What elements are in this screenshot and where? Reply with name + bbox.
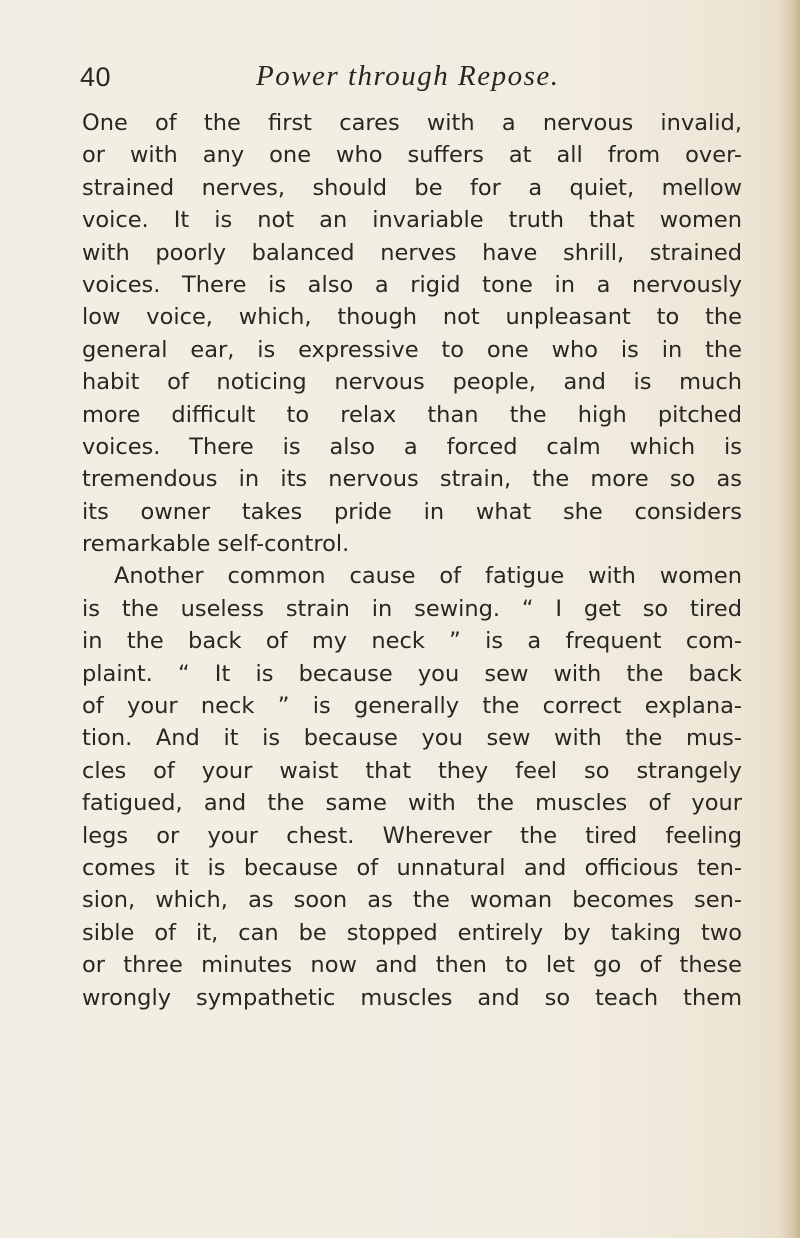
- body-text: [82, 107, 742, 1014]
- text-line: sion, which, as soon as the woman becomes sen-: [82, 887, 742, 914]
- text-line: its owner takes pride in what she considers: [82, 498, 742, 525]
- text-line: is the useless strain in sewing. “ I get so tired: [82, 595, 742, 622]
- text-line: tremendous in its nervous strain, the more so as: [82, 466, 742, 493]
- text-line: low voice, which, though not unpleasant to the: [82, 304, 742, 331]
- text-line: more difficult to relax than the high pitched: [82, 401, 742, 428]
- text-line: tion. And it is because you sew with the mus-: [82, 725, 742, 752]
- running-head: [80, 62, 740, 102]
- page-edge-shadow: [778, 0, 800, 1238]
- text-line: plaint. “ It is because you sew with the back: [82, 660, 742, 687]
- text-line: cles of your waist that they feel so strangely: [82, 757, 742, 784]
- text-line: comes it is because of unnatural and officious ten-: [82, 854, 742, 881]
- text-line: voice. It is not an invariable truth that women: [82, 207, 742, 234]
- text-line: or with any one who suffers at all from over-: [82, 142, 742, 169]
- text-line: remarkable self-control.: [82, 531, 350, 558]
- text-line: general ear, is expressive to one who is in the: [82, 336, 742, 363]
- text-line: wrongly sympathetic muscles and so teach them: [82, 984, 742, 1011]
- text-line: in the back of my neck ” is a frequent com-: [82, 628, 742, 655]
- text-line: fatigued, and the same with the muscles of your: [82, 790, 742, 817]
- text-line: with poorly balanced nerves have shrill, strained: [82, 239, 742, 266]
- text-line: legs or your chest. Wherever the tired feeling: [82, 822, 742, 849]
- text-line: of your neck ” is generally the correct explana-: [82, 693, 742, 720]
- text-line: sible of it, can be stopped entirely by taking two: [82, 919, 742, 946]
- text-line: voices. There is also a forced calm which is: [82, 433, 742, 460]
- running-title: Power through Repose.: [256, 60, 560, 92]
- text-line: Another common cause of fatigue with women: [114, 563, 742, 590]
- text-line: or three minutes now and then to let go of these: [82, 952, 742, 979]
- page-number: 40: [80, 62, 112, 92]
- text-line: voices. There is also a rigid tone in a nervously: [82, 271, 742, 298]
- text-line: strained nerves, should be for a quiet, mellow: [82, 174, 742, 201]
- text-line: One of the first cares with a nervous invalid,: [82, 110, 742, 136]
- text-line: habit of noticing nervous people, and is much: [82, 369, 742, 396]
